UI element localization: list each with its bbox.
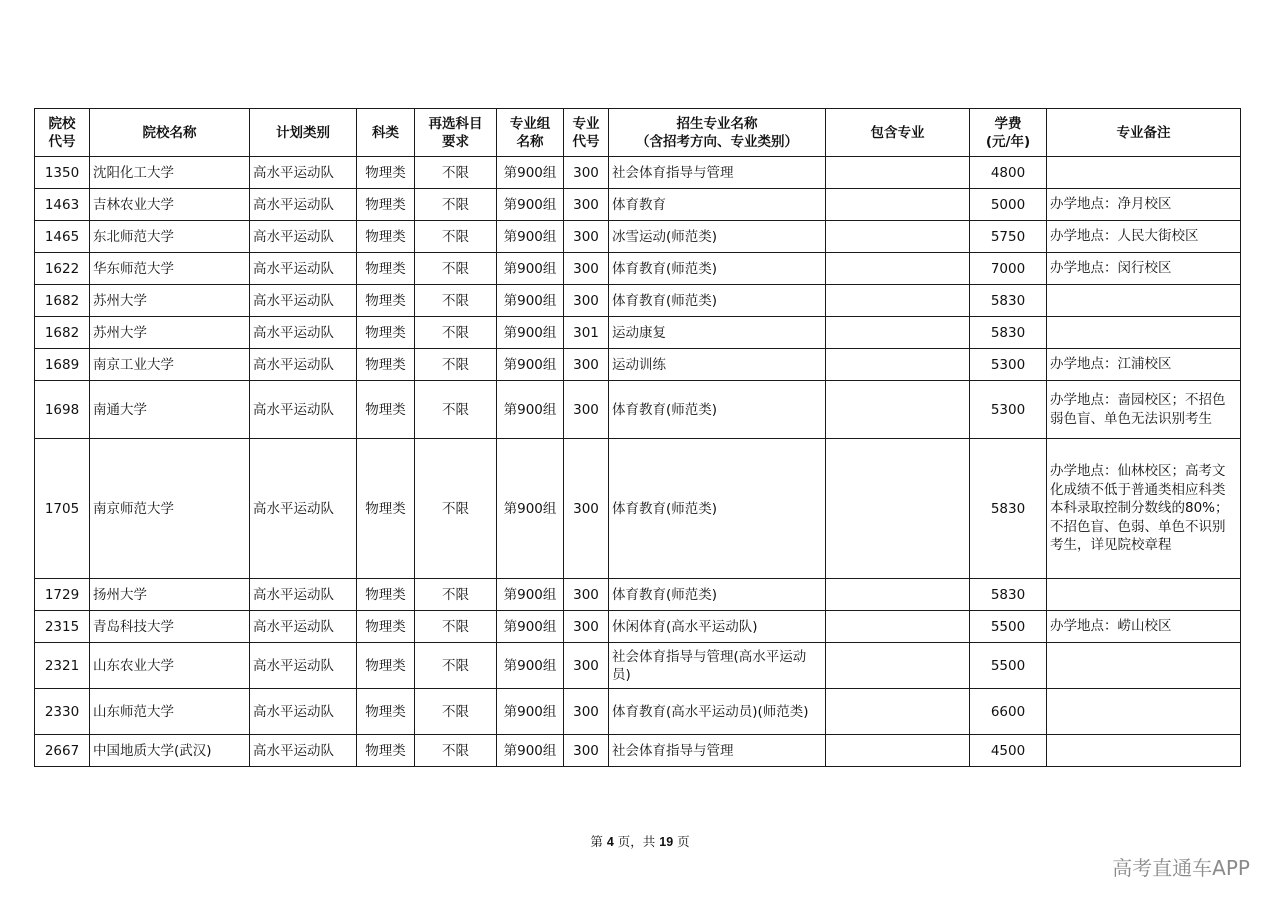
footer-suffix: 页 — [677, 834, 690, 849]
cell-note — [1047, 317, 1241, 349]
cell-fee: 5830 — [970, 317, 1047, 349]
cell-reselect: 不限 — [415, 317, 497, 349]
cell-includes — [826, 253, 970, 285]
cell-fee: 5830 — [970, 285, 1047, 317]
cell-school-code: 1465 — [35, 221, 90, 253]
cell-group: 第900组 — [497, 221, 564, 253]
footer-total-pages: 19 — [659, 835, 674, 849]
cell-plan-type: 高水平运动队 — [250, 221, 357, 253]
cell-group: 第900组 — [497, 189, 564, 221]
cell-group: 第900组 — [497, 157, 564, 189]
cell-major-name: 社会体育指导与管理 — [609, 157, 826, 189]
cell-group: 第900组 — [497, 285, 564, 317]
table-row — [35, 157, 1241, 189]
cell-note: 办学地点：净月校区 — [1047, 189, 1241, 221]
cell-plan-type: 高水平运动队 — [250, 253, 357, 285]
cell-plan-type: 高水平运动队 — [250, 381, 357, 439]
cell-includes — [826, 611, 970, 643]
cell-reselect: 不限 — [415, 285, 497, 317]
cell-major-code: 300 — [564, 253, 609, 285]
cell-includes — [826, 689, 970, 735]
cell-includes — [826, 189, 970, 221]
cell-note — [1047, 285, 1241, 317]
cell-fee: 5500 — [970, 643, 1047, 689]
cell-plan-type: 高水平运动队 — [250, 689, 357, 735]
cell-subject-type: 物理类 — [357, 689, 415, 735]
cell-group: 第900组 — [497, 735, 564, 767]
table-row — [35, 689, 1241, 735]
cell-major-name: 体育教育(高水平运动员)(师范类) — [609, 689, 826, 735]
cell-major-code: 300 — [564, 611, 609, 643]
cell-fee: 5750 — [970, 221, 1047, 253]
header-major-code: 专业 代号 — [564, 109, 609, 157]
cell-school-code: 1682 — [35, 317, 90, 349]
cell-major-code: 300 — [564, 285, 609, 317]
cell-subject-type: 物理类 — [357, 285, 415, 317]
table-row — [35, 189, 1241, 221]
cell-plan-type: 高水平运动队 — [250, 189, 357, 221]
cell-subject-type: 物理类 — [357, 317, 415, 349]
cell-major-name: 体育教育(师范类) — [609, 381, 826, 439]
cell-subject-type: 物理类 — [357, 253, 415, 285]
cell-group: 第900组 — [497, 381, 564, 439]
cell-school-name: 南京师范大学 — [90, 439, 250, 579]
cell-fee: 5300 — [970, 381, 1047, 439]
cell-note — [1047, 579, 1241, 611]
cell-subject-type: 物理类 — [357, 735, 415, 767]
cell-fee: 5830 — [970, 579, 1047, 611]
table-row — [35, 735, 1241, 767]
cell-major-name: 体育教育(师范类) — [609, 253, 826, 285]
cell-major-code: 300 — [564, 189, 609, 221]
table-row — [35, 579, 1241, 611]
table-row — [35, 317, 1241, 349]
cell-note: 办学地点：江浦校区 — [1047, 349, 1241, 381]
cell-subject-type: 物理类 — [357, 189, 415, 221]
cell-note — [1047, 157, 1241, 189]
cell-reselect: 不限 — [415, 157, 497, 189]
cell-note: 办学地点：崂山校区 — [1047, 611, 1241, 643]
cell-major-name: 体育教育(师范类) — [609, 285, 826, 317]
cell-reselect: 不限 — [415, 189, 497, 221]
cell-group: 第900组 — [497, 439, 564, 579]
cell-fee: 5830 — [970, 439, 1047, 579]
cell-fee: 7000 — [970, 253, 1047, 285]
cell-major-code: 300 — [564, 579, 609, 611]
cell-subject-type: 物理类 — [357, 579, 415, 611]
cell-includes — [826, 439, 970, 579]
cell-group: 第900组 — [497, 349, 564, 381]
header-school-code: 院校 代号 — [35, 109, 90, 157]
cell-note: 办学地点：人民大街校区 — [1047, 221, 1241, 253]
cell-fee: 6600 — [970, 689, 1047, 735]
footer-middle: 页，共 — [617, 834, 656, 849]
cell-school-code: 1729 — [35, 579, 90, 611]
cell-group: 第900组 — [497, 643, 564, 689]
header-fee: 学费 (元/年) — [970, 109, 1047, 157]
cell-includes — [826, 349, 970, 381]
cell-school-code: 1698 — [35, 381, 90, 439]
cell-major-code: 300 — [564, 643, 609, 689]
cell-school-name: 苏州大学 — [90, 285, 250, 317]
cell-group: 第900组 — [497, 317, 564, 349]
cell-note — [1047, 643, 1241, 689]
table-row — [35, 253, 1241, 285]
cell-major-name: 体育教育(师范类) — [609, 579, 826, 611]
cell-reselect: 不限 — [415, 439, 497, 579]
cell-major-code: 300 — [564, 735, 609, 767]
header-plan-type: 计划类别 — [250, 109, 357, 157]
cell-includes — [826, 221, 970, 253]
cell-major-name: 社会体育指导与管理(高水平运动员) — [609, 643, 826, 689]
cell-major-code: 300 — [564, 157, 609, 189]
cell-major-name: 休闲体育(高水平运动队) — [609, 611, 826, 643]
cell-plan-type: 高水平运动队 — [250, 735, 357, 767]
cell-subject-type: 物理类 — [357, 439, 415, 579]
cell-school-code: 2667 — [35, 735, 90, 767]
cell-includes — [826, 157, 970, 189]
cell-plan-type: 高水平运动队 — [250, 579, 357, 611]
table-row — [35, 349, 1241, 381]
watermark: 高考直通车APP — [1112, 856, 1250, 880]
cell-note — [1047, 689, 1241, 735]
cell-school-name: 山东师范大学 — [90, 689, 250, 735]
cell-school-code: 2321 — [35, 643, 90, 689]
cell-subject-type: 物理类 — [357, 643, 415, 689]
footer-page-number: 4 — [606, 835, 614, 849]
cell-note: 办学地点：闵行校区 — [1047, 253, 1241, 285]
cell-major-name: 体育教育(师范类) — [609, 439, 826, 579]
cell-major-name: 冰雪运动(师范类) — [609, 221, 826, 253]
cell-subject-type: 物理类 — [357, 381, 415, 439]
cell-fee: 5000 — [970, 189, 1047, 221]
cell-subject-type: 物理类 — [357, 349, 415, 381]
cell-includes — [826, 285, 970, 317]
cell-includes — [826, 579, 970, 611]
cell-major-name: 社会体育指导与管理 — [609, 735, 826, 767]
header-includes: 包含专业 — [826, 109, 970, 157]
cell-school-name: 扬州大学 — [90, 579, 250, 611]
header-school-name: 院校名称 — [90, 109, 250, 157]
cell-fee: 5300 — [970, 349, 1047, 381]
cell-reselect: 不限 — [415, 735, 497, 767]
cell-school-name: 南通大学 — [90, 381, 250, 439]
cell-note: 办学地点：啬园校区；不招色弱色盲、单色无法识别考生 — [1047, 381, 1241, 439]
cell-major-name: 运动康复 — [609, 317, 826, 349]
cell-includes — [826, 381, 970, 439]
cell-includes — [826, 735, 970, 767]
cell-major-code: 301 — [564, 317, 609, 349]
cell-major-name: 体育教育 — [609, 189, 826, 221]
cell-group: 第900组 — [497, 253, 564, 285]
cell-plan-type: 高水平运动队 — [250, 285, 357, 317]
cell-school-code: 1689 — [35, 349, 90, 381]
cell-school-name: 山东农业大学 — [90, 643, 250, 689]
cell-school-name: 东北师范大学 — [90, 221, 250, 253]
cell-school-name: 吉林农业大学 — [90, 189, 250, 221]
header-row — [35, 109, 1241, 157]
cell-reselect: 不限 — [415, 349, 497, 381]
cell-group: 第900组 — [497, 579, 564, 611]
cell-major-code: 300 — [564, 221, 609, 253]
table-row — [35, 285, 1241, 317]
cell-includes — [826, 643, 970, 689]
cell-school-name: 青岛科技大学 — [90, 611, 250, 643]
cell-plan-type: 高水平运动队 — [250, 349, 357, 381]
table-row — [35, 381, 1241, 439]
cell-reselect: 不限 — [415, 689, 497, 735]
cell-reselect: 不限 — [415, 221, 497, 253]
cell-school-name: 中国地质大学(武汉) — [90, 735, 250, 767]
cell-major-name: 运动训练 — [609, 349, 826, 381]
cell-school-code: 1682 — [35, 285, 90, 317]
cell-plan-type: 高水平运动队 — [250, 317, 357, 349]
header-note: 专业备注 — [1047, 109, 1241, 157]
cell-school-code: 1705 — [35, 439, 90, 579]
cell-fee: 5500 — [970, 611, 1047, 643]
cell-group: 第900组 — [497, 611, 564, 643]
cell-subject-type: 物理类 — [357, 221, 415, 253]
cell-plan-type: 高水平运动队 — [250, 439, 357, 579]
cell-fee: 4500 — [970, 735, 1047, 767]
admission-table — [34, 108, 1241, 767]
cell-includes — [826, 317, 970, 349]
cell-subject-type: 物理类 — [357, 157, 415, 189]
cell-school-code: 1463 — [35, 189, 90, 221]
cell-reselect: 不限 — [415, 643, 497, 689]
header-major-name: 招生专业名称 （含招考方向、专业类别） — [609, 109, 826, 157]
cell-school-code: 1350 — [35, 157, 90, 189]
cell-plan-type: 高水平运动队 — [250, 643, 357, 689]
cell-major-code: 300 — [564, 689, 609, 735]
cell-group: 第900组 — [497, 689, 564, 735]
cell-school-code: 2330 — [35, 689, 90, 735]
cell-school-name: 华东师范大学 — [90, 253, 250, 285]
table-row — [35, 643, 1241, 689]
header-group: 专业组 名称 — [497, 109, 564, 157]
cell-reselect: 不限 — [415, 611, 497, 643]
cell-school-code: 2315 — [35, 611, 90, 643]
cell-school-code: 1622 — [35, 253, 90, 285]
cell-note: 办学地点：仙林校区；高考文化成绩不低于普通类相应科类本科录取控制分数线的80%；不招色盲、色弱、单色不识别考生，详见院校章程 — [1047, 439, 1241, 579]
cell-note — [1047, 735, 1241, 767]
cell-fee: 4800 — [970, 157, 1047, 189]
cell-plan-type: 高水平运动队 — [250, 157, 357, 189]
cell-subject-type: 物理类 — [357, 611, 415, 643]
cell-major-code: 300 — [564, 439, 609, 579]
cell-school-name: 沈阳化工大学 — [90, 157, 250, 189]
cell-plan-type: 高水平运动队 — [250, 611, 357, 643]
cell-major-code: 300 — [564, 349, 609, 381]
cell-reselect: 不限 — [415, 579, 497, 611]
cell-reselect: 不限 — [415, 381, 497, 439]
table-row — [35, 611, 1241, 643]
cell-reselect: 不限 — [415, 253, 497, 285]
table-row — [35, 221, 1241, 253]
cell-school-name: 苏州大学 — [90, 317, 250, 349]
cell-school-name: 南京工业大学 — [90, 349, 250, 381]
header-subject-type: 科类 — [357, 109, 415, 157]
footer-prefix: 第 — [590, 834, 603, 849]
header-reselect: 再选科目 要求 — [415, 109, 497, 157]
page-footer — [0, 832, 1280, 850]
table-row — [35, 439, 1241, 579]
cell-major-code: 300 — [564, 381, 609, 439]
